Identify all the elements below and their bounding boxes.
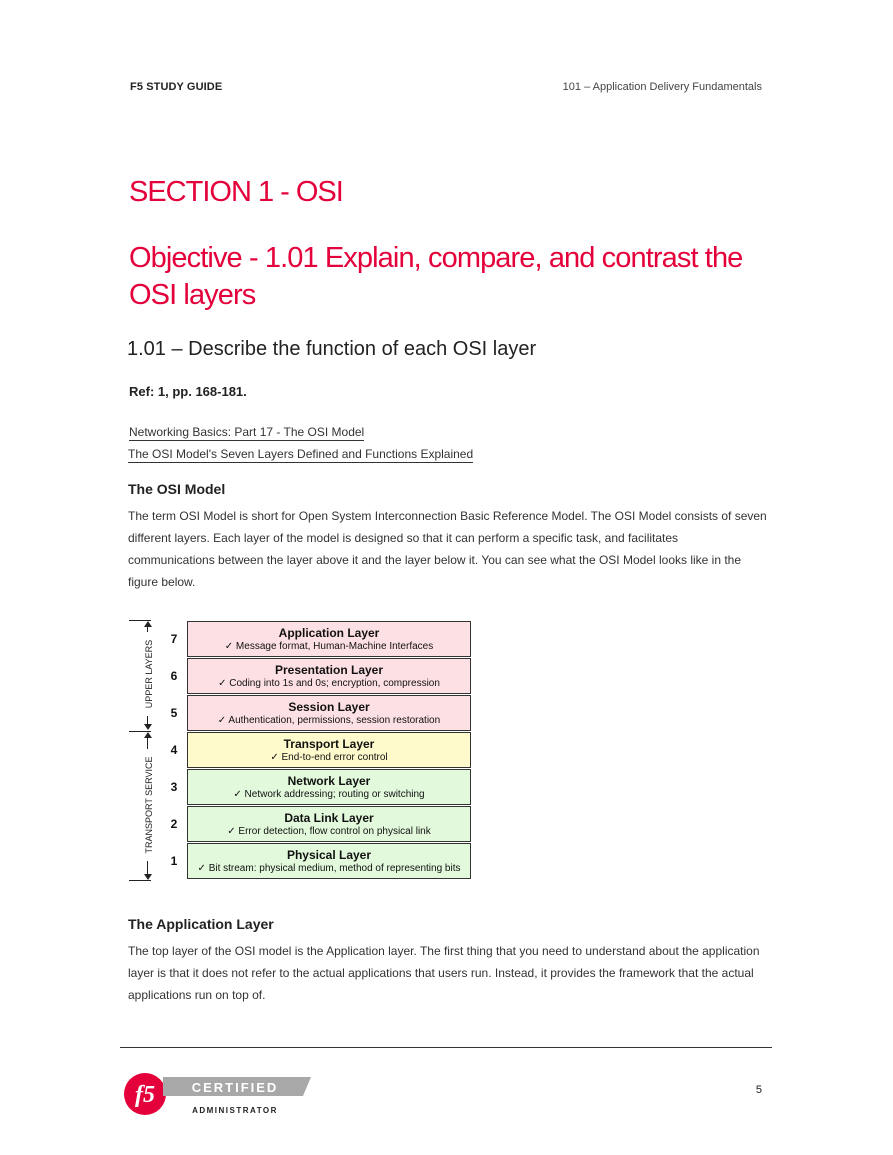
- transport-service-label: TRANSPORT SERVICE: [144, 749, 154, 861]
- objective-title: Objective - 1.01 Explain, compare, and contrast the OSI layers: [129, 242, 743, 311]
- physical-layer-box: [187, 843, 471, 879]
- upper-arrow-down-icon: [144, 724, 152, 730]
- layer-name: Session Layer: [288, 700, 370, 714]
- link-osi-seven-layers[interactable]: The OSI Model's Seven Layers Defined and Functions Explained: [128, 447, 474, 461]
- application-layer-paragraph: The top layer of the OSI model is the Application layer. The first thing that you need to understand about the application layer is that it does not refer to the actual applications that users run. Instead, it provides the framework that the actual applications run on top of.: [128, 944, 760, 1002]
- layer-number: 7: [170, 632, 178, 646]
- network-layer-box: [187, 769, 471, 805]
- layer-description: ✓ End-to-end error control: [270, 752, 388, 763]
- page-number: 5: [755, 1084, 762, 1096]
- presentation-layer-box: [187, 658, 471, 694]
- transport-layer-box: [187, 732, 471, 768]
- layer-description: ✓ Error detection, flow control on physical link: [227, 826, 431, 837]
- session-layer-box: [187, 695, 471, 731]
- layer-number: 2: [170, 817, 178, 831]
- logo-administrator-text: ADMINISTRATOR: [192, 1106, 278, 1115]
- transport-arrow-down-icon: [144, 874, 152, 880]
- layer-name: Transport Layer: [283, 737, 375, 751]
- layer-name: Presentation Layer: [274, 663, 384, 677]
- layer-number: 1: [170, 854, 178, 868]
- layer-number: 5: [170, 706, 178, 720]
- link-networking-basics[interactable]: Networking Basics: Part 17 - The OSI Model: [129, 425, 365, 439]
- application-layer-box: [187, 621, 471, 657]
- f5-certified-administrator-logo: [123, 1069, 323, 1119]
- application-layer-heading: The Application Layer: [128, 916, 274, 932]
- reference: Ref: 1, pp. 168-181.: [129, 384, 247, 399]
- osi-diagram: [129, 620, 479, 882]
- osi-model-heading: The OSI Model: [128, 481, 226, 497]
- f5-logo-icon: [123, 1069, 323, 1119]
- osi-model-paragraph: The term OSI Model is short for Open System Interconnection Basic Reference Model. The OSI Model consists of seven different layers. Each layer of the model is designed so that it can perform a specific task, and facilitates communications between the layer above it and the layer below it. You can see what the OSI Model looks like in the figure below.: [128, 509, 767, 589]
- logo-mark-text: f5: [135, 1082, 155, 1108]
- layer-description: ✓ Bit stream: physical medium, method of representing bits: [197, 863, 461, 874]
- layer-description: ✓ Network addressing; routing or switching: [233, 789, 425, 800]
- layer-name: Network Layer: [287, 774, 371, 788]
- transport-arrow-up-icon: [144, 732, 152, 738]
- layer-number: 3: [170, 780, 178, 794]
- header-title: F5 STUDY GUIDE: [130, 81, 223, 93]
- subheading: 1.01 – Describe the function of each OSI layer: [127, 338, 537, 360]
- layer-description: ✓ Authentication, permissions, session restoration: [217, 715, 441, 726]
- layer-number: 6: [170, 669, 178, 683]
- layer-name: Physical Layer: [286, 848, 372, 862]
- logo-certified-text: CERTIFIED: [191, 1080, 279, 1095]
- layer-description: ✓ Coding into 1s and 0s; encryption, compression: [218, 678, 440, 689]
- footer-divider: [120, 1047, 772, 1048]
- layer-description: ✓ Message format, Human-Machine Interfaces: [224, 641, 434, 652]
- bracket-bottom: [129, 880, 151, 881]
- upper-arrow-up-icon: [144, 621, 152, 627]
- layer-name: Data Link Layer: [284, 811, 374, 825]
- section-title: SECTION 1 - OSI: [129, 176, 343, 208]
- header-subtitle: 101 – Application Delivery Fundamentals: [562, 81, 762, 93]
- data-link-layer-box: [187, 806, 471, 842]
- layer-name: Application Layer: [278, 626, 380, 640]
- layer-number: 4: [170, 743, 178, 757]
- upper-layers-label: UPPER LAYERS: [144, 632, 154, 716]
